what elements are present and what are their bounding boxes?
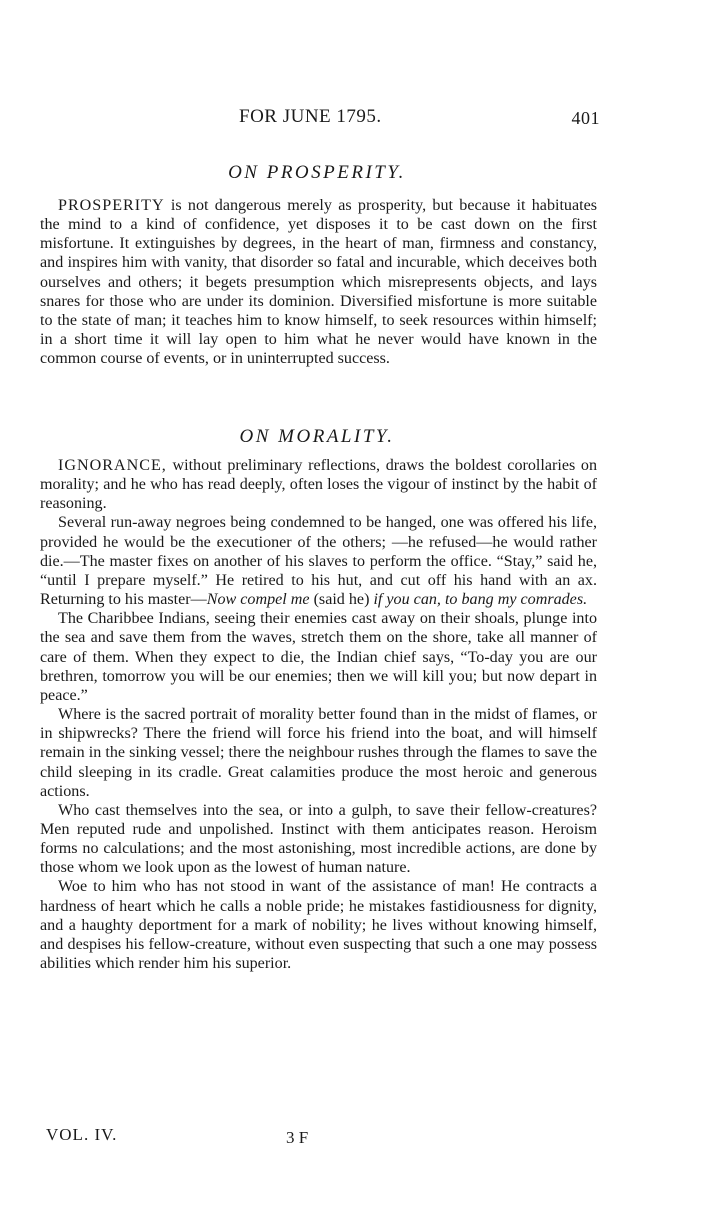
volume-label: VOL. IV. [46,1125,118,1144]
running-head-title: FOR JUNE 1795. [239,106,382,127]
paragraph-text: Several run-away negroes being condemned to be hanged, one was offered his life, provided he would be the executioner of the others; —he refused—he would rather die.—The master fixes on another of his slaves to perform the office. “Stay,” said he, “until I prepare myself.” He retired to his hut, and cut off his hand with an ax. Returning to his master— [40,514,597,609]
signature-mark: 3 F [286,1128,309,1147]
paragraph-text: is not dangerous merely as prosperity, but because it habituates the mind to a kind of confidence, yet disposes it to be cast down on the first misfortune. It extinguishes by degrees, in the heart of man, firmness and constancy, and inspires him with vanity, that disorder so fatal and incurable, which deceives both ourselves and others; it begets presumption which misrepresents objects, and lays snares for those who are under its dominion. Diversified misfortune is more suitable to the state of man; it teaches him to know himself, to seek resources within himself; in a short time it will lay open to him what he never would have known in the common course of events, or in uninterrupted success. [40,197,597,368]
paragraph-text: Where is the sacred portrait of morality better found than in the midst of flames, or in shipwrecks? There the friend will force his friend into the boat, and will himself remain in the sinking vessel; there the neighbour rushes through the flames to save the child sleeping in its cradle. Great calamities produce the most heroic and generous actions. [40,706,597,800]
paragraph [40,513,597,609]
paragraph [40,456,597,513]
paragraph-text: Who cast themselves into the sea, or into a gulph, to save their fellow-creatures? Men reputed rude and unpolished. Instinct with them anticipates reason. Heroism forms no calculations; and the most astonishing, most incredible actions, are done by those whom we look upon as the lowest of human nature. [40,801,597,877]
section-heading-prosperity: ON PROSPERITY. [228,162,406,183]
section-body-prosperity [40,196,597,368]
paragraph-lead: IGNORANCE, [58,457,167,474]
page-number: 401 [571,108,600,128]
paragraph-italic: if you can, to bang my comrades. [373,591,588,609]
paragraph [40,609,597,705]
paragraph [40,196,597,368]
paragraph-text: (said he) [309,591,374,609]
page-footer [46,1125,606,1149]
paragraph-text: The Charibbee Indians, seeing their enemies cast away on their shoals, plunge into the sea and save them from the waves, stretch them on the shore, take all manner of care of them. When they expect to die, the Indian chief says, “To-day you are our brethren, tomorrow you will be our enemies; then we will kill you; but now depart in peace.” [40,610,597,704]
running-head [34,106,600,132]
paragraph-text: Woe to him who has not stood in want of the assistance of man! He contracts a hardness of heart which he calls a noble pride; he mistakes fastidiousness for dignity, and a haughty deportment for a mark of nobility; he lives without knowing himself, and despises his fellow-creature, without even suspecting that such a one may possess abilities which render him his superior. [40,878,597,973]
paragraph [40,801,597,878]
paragraph-lead: PROSPERITY [58,197,165,214]
section-heading-morality: ON MORALITY. [239,426,395,447]
paragraph-text: without preliminary reflections, draws the boldest corollaries on morality; and he who has read deeply, often loses the vigour of instinct by the habit of reasoning. [40,457,597,513]
paragraph [40,877,597,973]
section-body-morality [40,456,597,973]
paragraph [40,705,597,801]
paragraph-italic: Now compel me [206,591,310,609]
